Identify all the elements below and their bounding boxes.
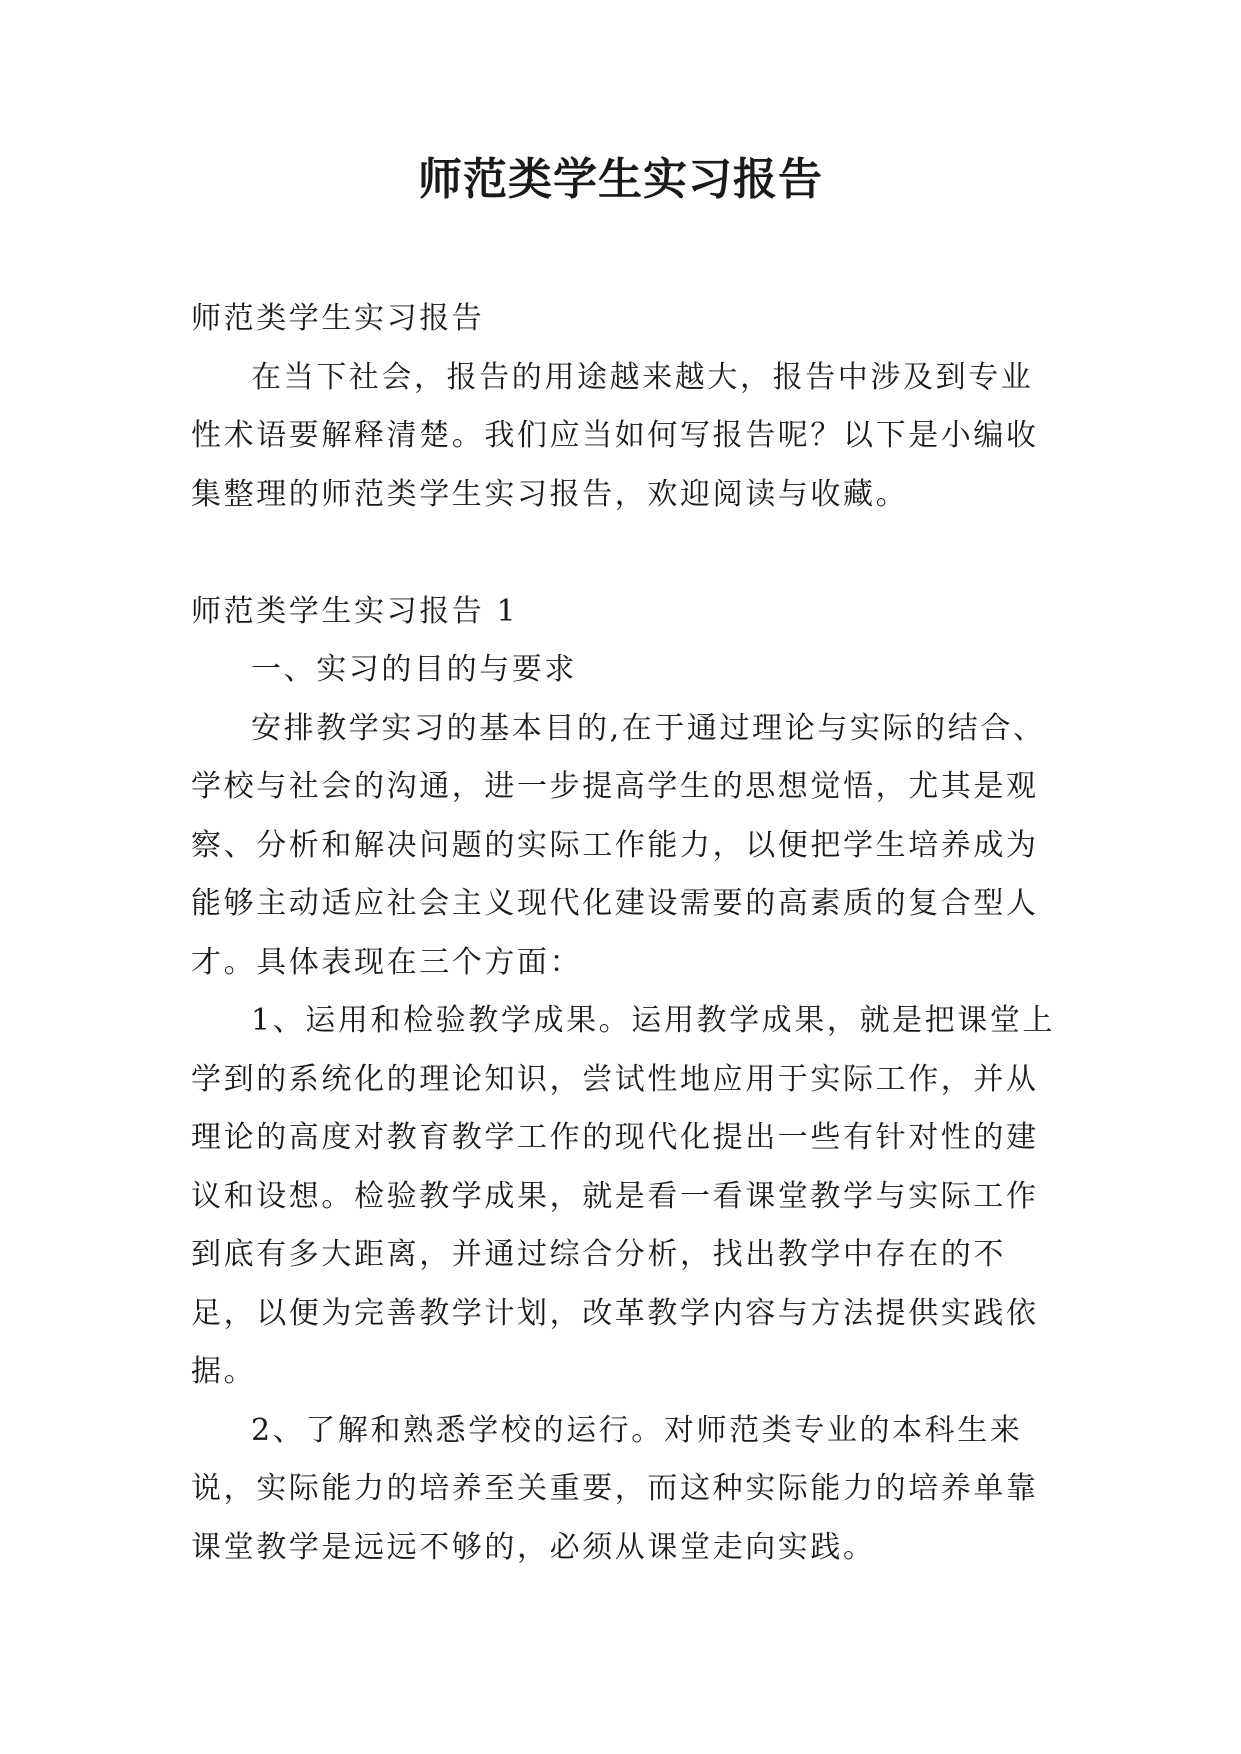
intro-paragraph: 在当下社会，报告的用途越来越大，报告中涉及到专业性术语要解释清楚。我们应当如何写报告呢？以下是小编收集整理的师范类学生实习报告，欢迎阅读与收藏。 — [191, 359, 1039, 512]
section-heading: 师范类学生实习报告 1 — [191, 593, 519, 629]
part-heading: 一、实习的目的与要求 — [251, 652, 577, 687]
list-item-2: 2、了解和熟悉学校的运行。对师范类专业的本科生来说，实际能力的培养至关重要，而这种实际能力的培养单靠课堂教学是远远不够的，必须从课堂走向实践。 — [191, 1412, 1039, 1565]
list-item-1: 1、运用和检验教学成果。运用教学成果，就是把课堂上学到的系统化的理论知识，尝试性地应用于实际工作，并从理论的高度对教育教学工作的现代化提出一些有针对性的建议和设想。检验教学成果，就是看一看课堂教学与实际工作到底有多大距离，并通过综合分析，找出教学中存在的不足，以便为完善教学计划，改革教学内容与方法提供实践依据。 — [191, 1003, 1056, 1389]
document-body — [191, 290, 1059, 1577]
body-paragraph: 安排教学实习的基本目的,在于通过理论与实际的结合、学校与社会的沟通，进一步提高学生的思想觉悟，尤其是观察、分析和解决问题的实际工作能力，以便把学生培养成为能够主动适应社会主义现代化建设需要的高素质的复合型人才。具体表现在三个方面： — [191, 710, 1046, 980]
document-subtitle: 师范类学生实习报告 — [191, 301, 485, 336]
paragraph-gap — [191, 524, 1059, 583]
document-title: 师范类学生实习报告 — [418, 154, 823, 205]
